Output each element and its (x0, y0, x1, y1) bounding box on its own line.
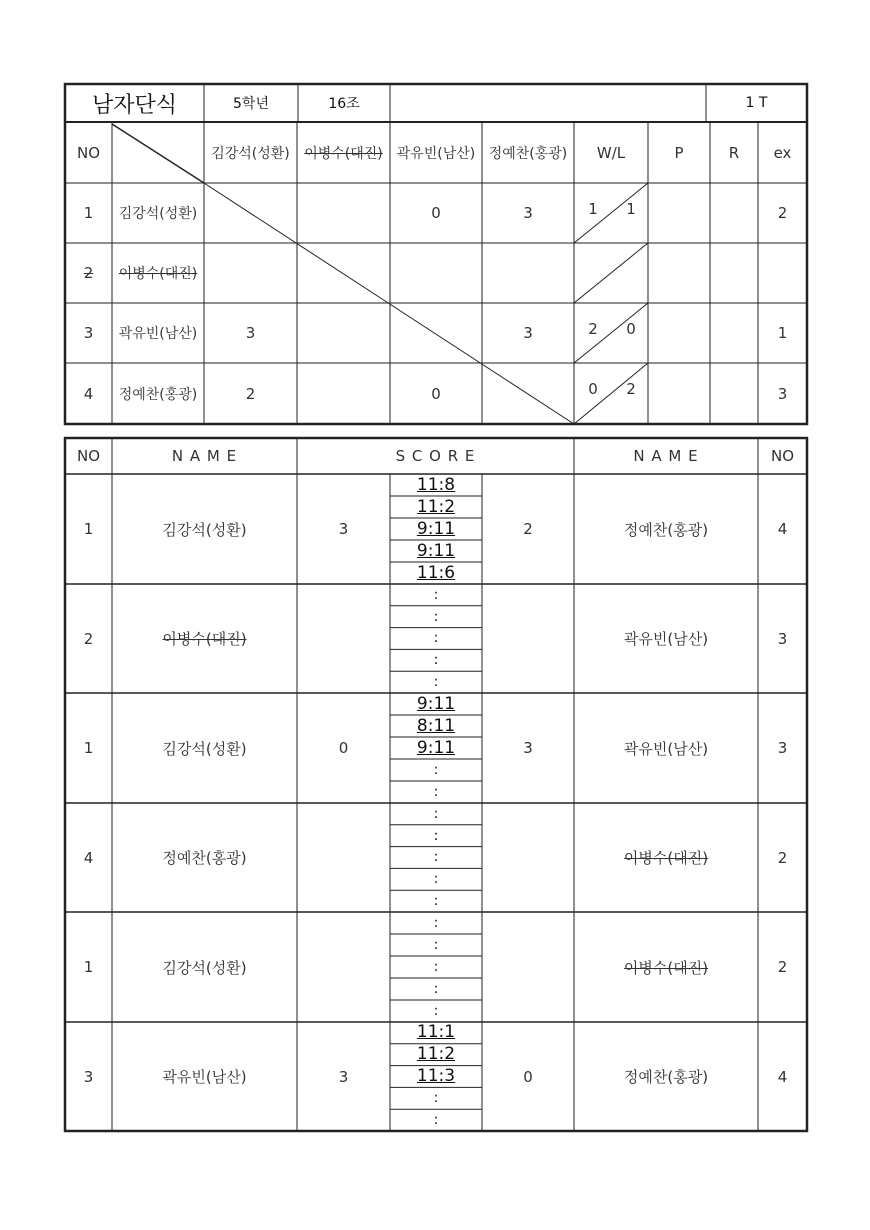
rr-row-name: 김강석(성환) (118, 206, 198, 222)
match-player-b: 정예찬(홍광) (623, 520, 709, 539)
match-no-b: 2 (777, 958, 788, 976)
rr-losses: 1 (626, 200, 636, 218)
match-score-a: 3 (338, 1067, 349, 1086)
match-no-b: 2 (777, 848, 788, 867)
rr-wl-header: W/L (596, 143, 626, 162)
match-score-b: 2 (523, 520, 533, 538)
rr-row-no: 1 (83, 204, 94, 222)
set-score: : (433, 784, 439, 800)
set-score: : (433, 959, 439, 975)
match-no-a: 1 (83, 958, 94, 976)
match-no-a: 2 (83, 629, 94, 648)
set-score: : (433, 827, 439, 844)
group-label: 16조 (328, 96, 360, 112)
rr-wins: 0 (588, 380, 598, 398)
match-score-a: 0 (338, 739, 349, 757)
rr-col-header-2: 이병수(대진) (304, 145, 383, 162)
set-score: 9:11 (416, 737, 456, 758)
set-score: : (433, 805, 439, 822)
set-score: : (433, 674, 439, 691)
match-score-b: 3 (523, 739, 533, 757)
set-score: 8:11 (416, 715, 456, 736)
rr-losses: 2 (626, 380, 636, 398)
match-score-a (297, 584, 390, 693)
match-score-b (482, 912, 574, 1022)
set-score: 9:11 (416, 518, 456, 539)
match-player-a: 김강석(성환) (162, 739, 247, 758)
match-score-a (297, 803, 390, 912)
set-score: 11:3 (416, 1065, 456, 1086)
set-score: 11:2 (416, 1044, 456, 1065)
match-no-a: 1 (83, 520, 94, 538)
rr-result-cell: 3 (523, 204, 533, 222)
rr-result-cell: 3 (523, 324, 533, 342)
match-no-b: 3 (777, 739, 788, 757)
match-score-b (482, 584, 574, 693)
match-name-left-header: N A M E (171, 447, 238, 465)
rr-no-header: NO (76, 143, 101, 162)
set-score: : (433, 915, 439, 931)
grade-label: 5학년 (233, 96, 269, 112)
rr-wins: 1 (588, 200, 598, 218)
set-score: 9:11 (416, 540, 456, 561)
match-no-a: 1 (83, 739, 94, 757)
rr-row-no: 3 (83, 324, 94, 342)
set-score: : (433, 871, 439, 888)
set-score: : (433, 652, 439, 669)
set-score: 9:11 (416, 693, 456, 714)
rr-col-header-3: 곽유빈(남산) (396, 145, 476, 162)
rr-ex-header: ex (773, 143, 792, 162)
set-score: 11:1 (416, 1022, 456, 1043)
match-no-a: 4 (83, 848, 94, 867)
set-score: : (433, 893, 439, 910)
match-player-b: 정예찬(홍광) (623, 1068, 709, 1086)
match-player-b: 곽유빈(남산) (623, 630, 709, 648)
set-score: : (433, 849, 439, 866)
match-player-b: 곽유빈(남산) (623, 739, 709, 758)
rr-result-cell: 0 (431, 384, 441, 403)
match-no-b: 4 (777, 520, 788, 538)
rr-losses: 0 (626, 320, 636, 338)
rr-row-name: 정예찬(홍광) (118, 386, 198, 403)
set-score: : (433, 608, 439, 625)
match-player-a: 정예찬(홍광) (162, 849, 247, 867)
rr-result-cell: 2 (245, 384, 256, 403)
match-no-b: 3 (777, 629, 788, 648)
match-player-b: 이병수(대진) (623, 849, 709, 867)
rr-row-no: 2 (83, 264, 94, 282)
match-score-a: 3 (338, 520, 349, 538)
set-score: : (433, 630, 439, 647)
set-score: : (433, 937, 439, 953)
rr-col-header-1: 김강석(성환) (211, 145, 290, 162)
match-no-b: 4 (777, 1067, 788, 1086)
match-no-a: 3 (83, 1067, 94, 1086)
match-player-a: 김강석(성환) (162, 520, 247, 539)
match-player-b: 이병수(대진) (623, 958, 709, 977)
set-score: : (433, 1112, 439, 1129)
set-score: : (433, 762, 439, 778)
match-name-right-header: N A M E (633, 447, 699, 465)
rr-result-cell: 0 (431, 204, 441, 222)
rr-ex: 1 (777, 324, 788, 342)
match-player-a: 이병수(대진) (162, 630, 247, 648)
rr-row-name: 곽유빈(남산) (118, 326, 198, 342)
match-no-right-header: NO (770, 447, 795, 465)
rr-ex: 2 (777, 204, 788, 222)
match-score-b: 0 (523, 1067, 533, 1086)
rr-p-header: P (674, 143, 684, 162)
set-score: 11:6 (416, 562, 456, 583)
match-no-left-header: NO (76, 447, 101, 465)
rr-ex: 3 (777, 384, 788, 403)
event-title: 남자단식 (91, 92, 177, 118)
set-score: : (433, 1090, 439, 1107)
match-player-a: 곽유빈(남산) (162, 1068, 247, 1086)
set-score: : (433, 1003, 439, 1019)
set-score: : (433, 586, 439, 603)
rr-r-header: R (728, 143, 740, 162)
rr-result-cell: 3 (245, 324, 256, 342)
rr-col-header-4: 정예찬(홍광) (488, 145, 568, 162)
set-score: 11:2 (416, 496, 456, 517)
set-score: 11:8 (416, 474, 456, 495)
match-player-a: 김강석(성환) (162, 958, 247, 977)
table-label: 1 T (745, 95, 768, 111)
rr-row-no: 4 (83, 384, 94, 403)
match-score-header: S C O R E (395, 447, 476, 465)
set-score: : (433, 981, 439, 997)
rr-wins: 2 (588, 320, 598, 338)
rr-row-name: 이병수(대진) (118, 266, 198, 282)
match-score-a (297, 912, 390, 1022)
match-score-b (482, 803, 574, 912)
